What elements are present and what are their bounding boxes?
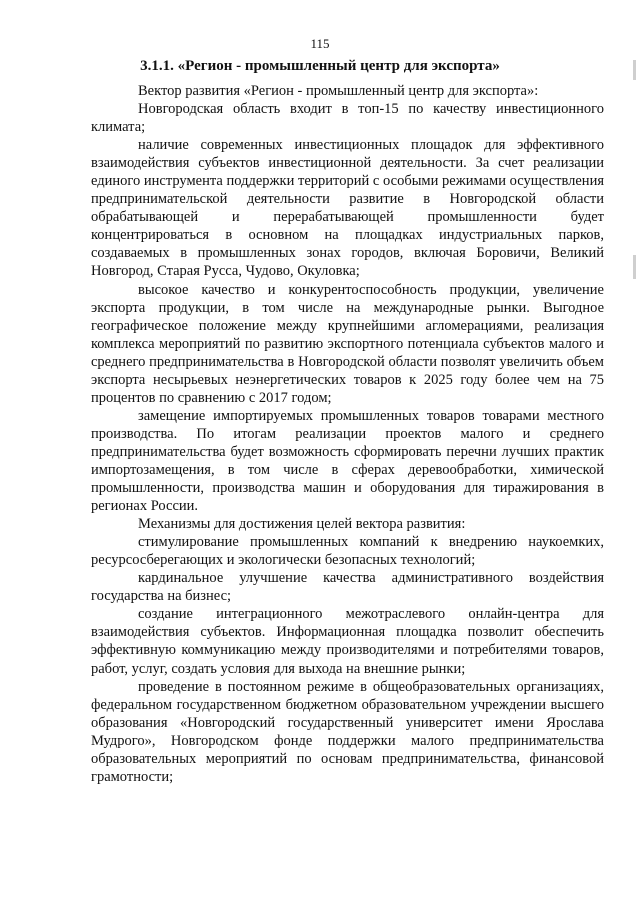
paragraph-investment-sites: наличие современных инвестиционных площадок для эффективного взаимодействия субъектов инвестиционной деятельности. За счет реализации единого инструмента поддержки территорий с особыми режимами осуществления предпринимательской деятельности развитие в Новгородской области обрабатывающей и перерабатывающей промышленности будет концентрироваться в основном на площадках индустриальных парков, создаваемых в промышленных зонах городов, включая Боровичи, Великий Новгород, Старая Русса, Чудово, Окуловка; bbox=[91, 137, 604, 280]
paragraph-administrative: кардинальное улучшение качества административного воздействия государства на бизнес; bbox=[91, 570, 604, 605]
paragraph-stimulation: стимулирование промышленных компаний к внедрению наукоемких, ресурсосберегающих и экологически безопасных технологий; bbox=[91, 534, 604, 569]
scan-margin-mark bbox=[633, 60, 636, 80]
paragraph-vector-intro: Вектор развития «Регион - промышленный центр для экспорта»: bbox=[138, 83, 539, 99]
paragraph-investment-climate: Новгородская область входит в топ-15 по качеству инвестиционного климата; bbox=[91, 101, 604, 136]
section-title: 3.1.1. «Регион - промышленный центр для экспорта» bbox=[140, 58, 500, 74]
document-body bbox=[91, 82, 604, 786]
scan-margin-mark bbox=[633, 255, 636, 279]
paragraph-online-center: создание интеграционного межотраслевого онлайн-центра для взаимодействия субъектов. Информационная площадка позволит обеспечить эффективную коммуникацию между производителями и потребителями товаров, работ, услуг, создать условия для выхода на внешние рынки; bbox=[91, 606, 604, 677]
page-number: 115 bbox=[310, 36, 330, 51]
paragraph-export-quality: высокое качество и конкурентоспособность продукции, увеличение экспорта продукции, в том числе на международные рынки. Выгодное географическое положение между крупнейшими агломерациями, реализация комплекса мероприятий по развитию экспортного потенциала субъектов малого и среднего предпринимательства в Новгородской области позволят увеличить объем экспорта несырьевых неэнергетических товаров к 2025 году более чем на 75 процентов по сравнению с 2017 годом; bbox=[91, 281, 604, 406]
paragraph-education-events: проведение в постоянном режиме в общеобразовательных организациях, федеральном государственном бюджетном образовательном учреждении высшего образования «Новгородский государственный университет имени Ярослава Мудрого», Новгородском фонде поддержки малого предпринимательства образовательных мероприятий по основам предпринимательства, финансовой грамотности; bbox=[91, 678, 604, 785]
paragraph-import-substitution: замещение импортируемых промышленных товаров товарами местного производства. По итогам реализации проектов малого и среднего предпринимательства будет возможность сформировать перечни лучших практик импортозамещения, в том числе в сферах деревообработки, химической промышленности, производства машин и оборудования для тиражирования в регионах России. bbox=[91, 407, 604, 515]
paragraph-mechanisms-heading: Механизмы для достижения целей вектора развития: bbox=[138, 516, 466, 533]
